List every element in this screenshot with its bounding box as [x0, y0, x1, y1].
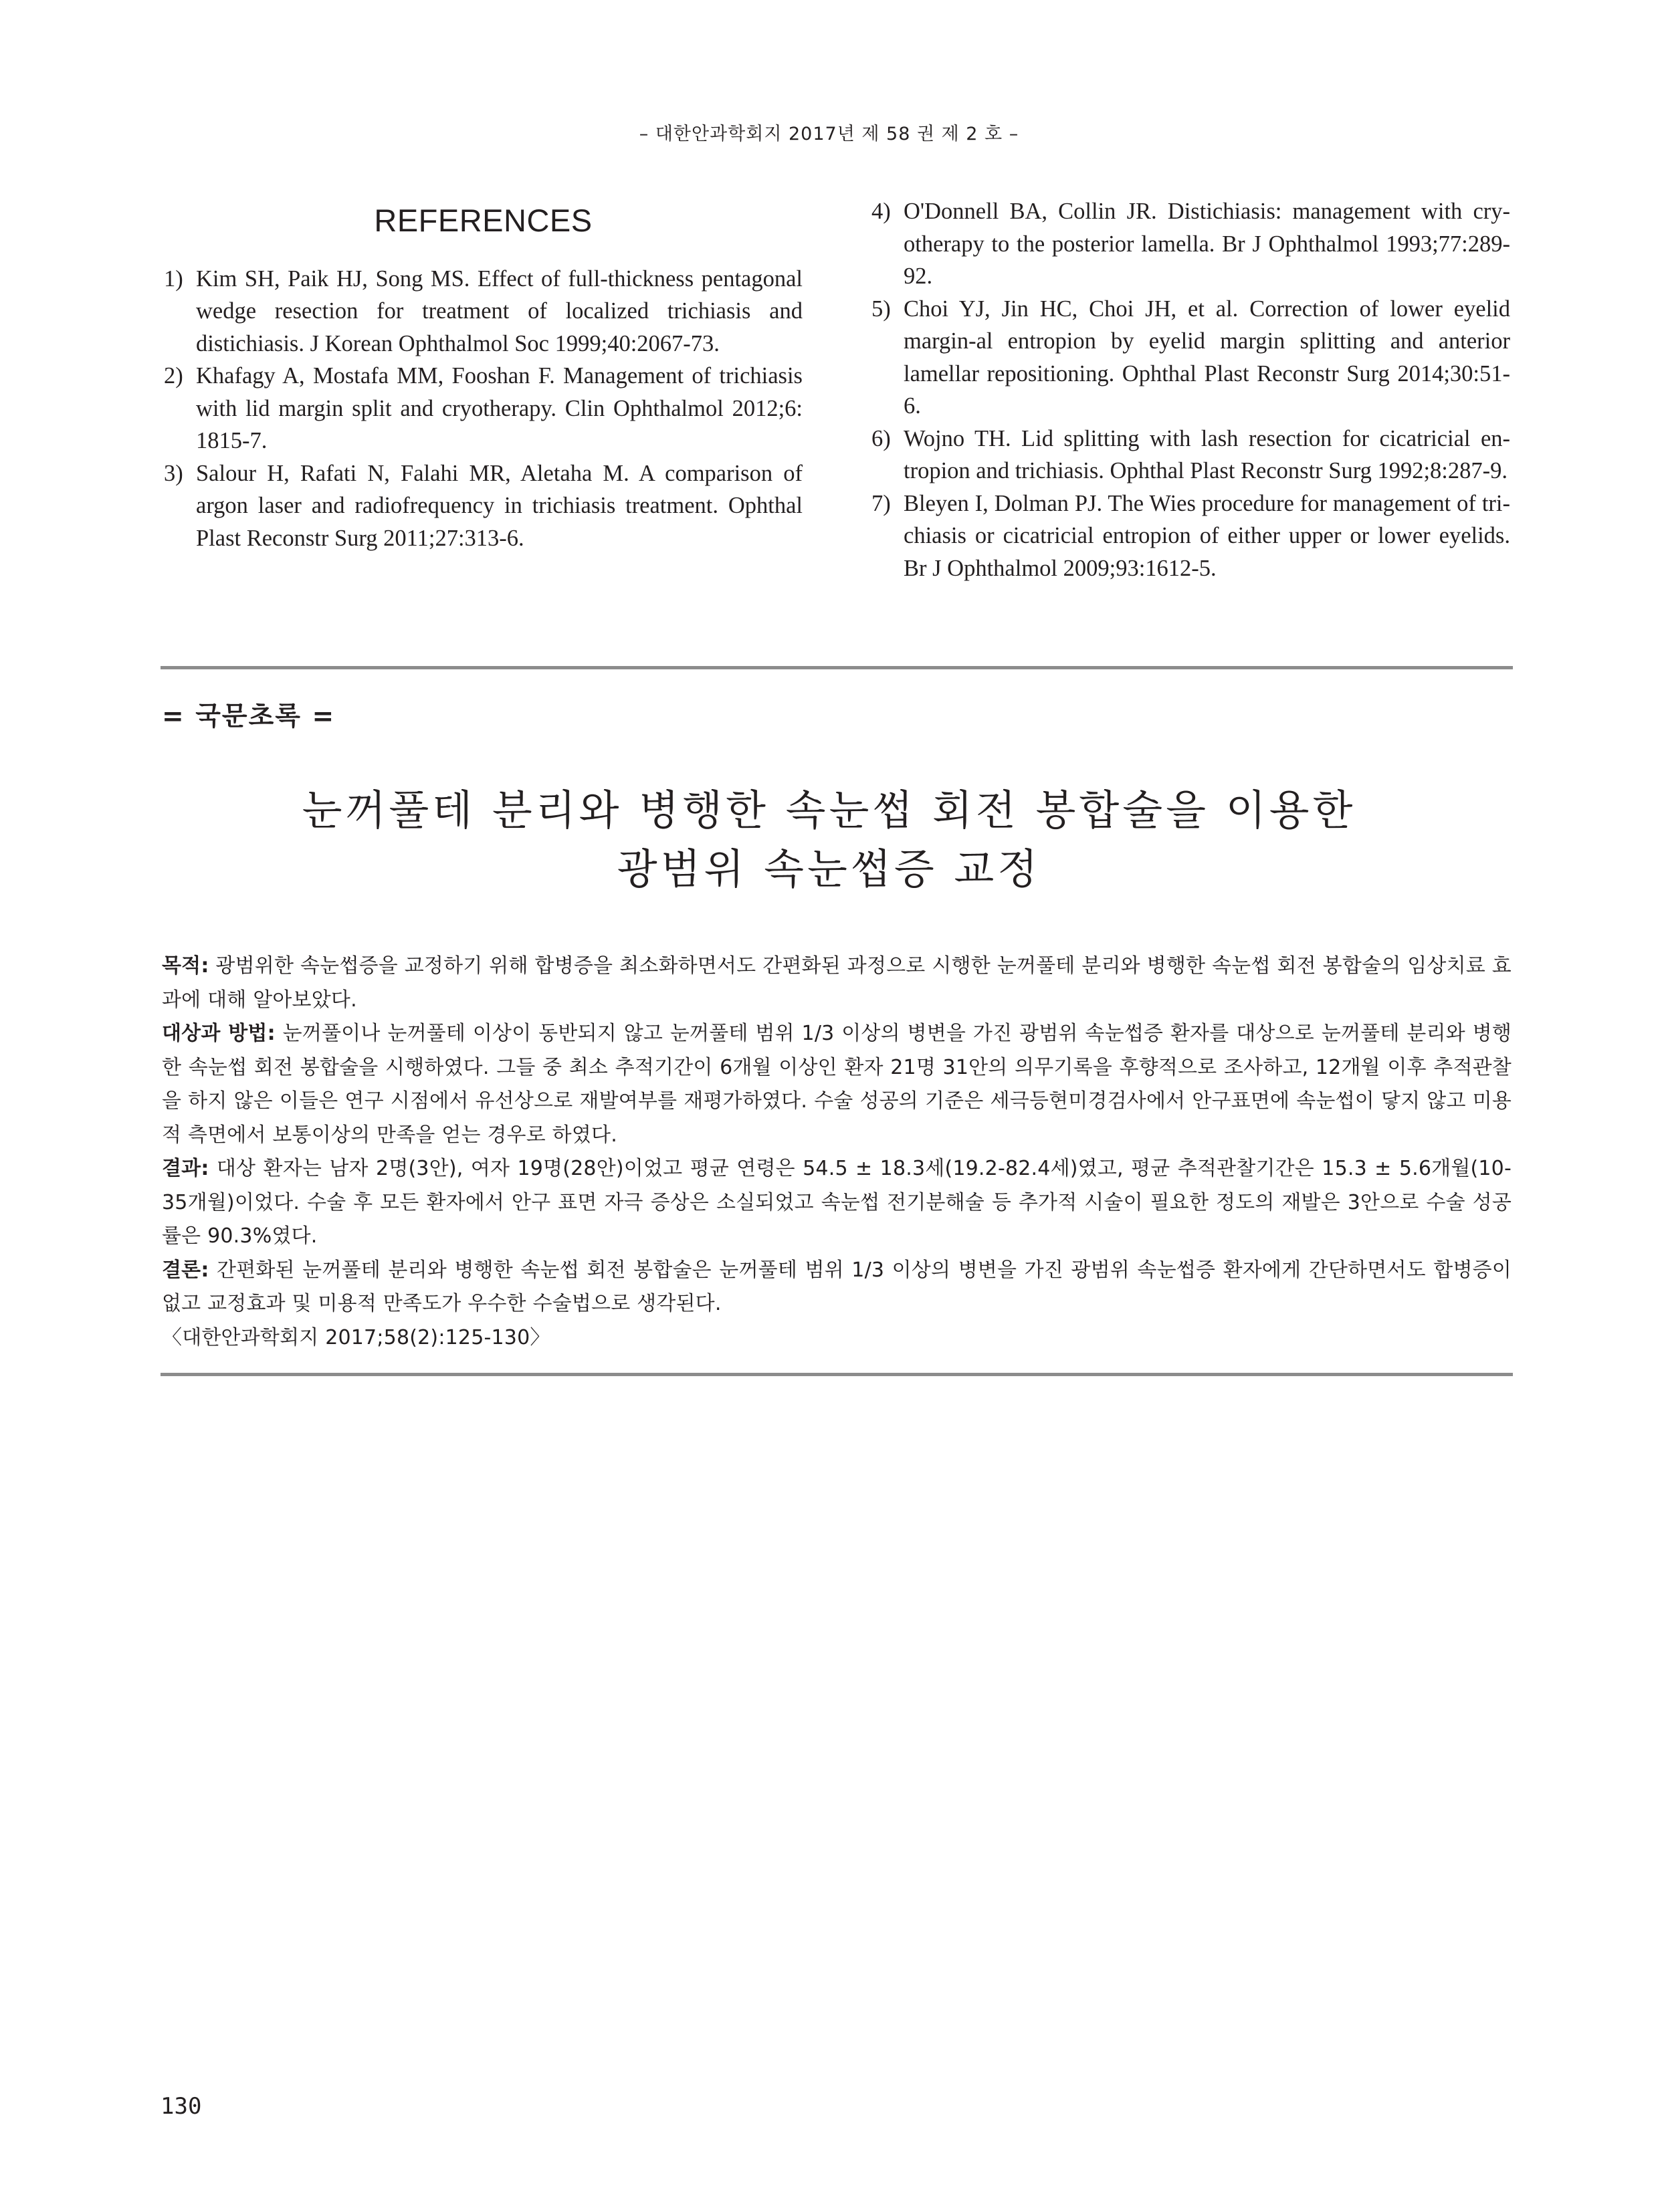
reference-text: Wojno TH. Lid splitting with lash resection for cicatricial en-tropion and trichiasis. Ophthal Plast Reconstr Surg 1992;8:287-9. [904, 425, 1510, 483]
purpose-text: 광범위한 속눈썹증을 교정하기 위해 합병증을 최소화하면서도 간편화된 과정으로 시행한 눈꺼풀테 분리와 병행한 속눈썹 회전 봉합술의 임상치료 효과에 대해 알아보았다. [162, 954, 1512, 1012]
reference-item [871, 423, 1510, 487]
reference-item [164, 457, 803, 555]
reference-number: 6) [871, 425, 891, 451]
reference-number: 2) [164, 363, 183, 389]
abstract-citation: 〈대한안과학회지 2017;58(2):125-130〉 [162, 1325, 550, 1349]
abstract-methods [162, 1017, 1512, 1152]
results-text: 대상 환자는 남자 2명(3안), 여자 19명(28안)이었고 평균 연령은 54.5 ± 18.3세(19.2-82.4세)였고, 평균 추적관찰기간은 15.3 ± 5.6개월(10-35개월)이었다. 수술 후 모든 환자에서 안구 표면 자극 증상은 소실되었고 속눈썹 전기분해술 등 추가적 시술이 필요한 정도의 재발은 3안으로 수술 성공률은 90.3%였다. [162, 1157, 1512, 1248]
title-line-2: 광범위 속눈썹증 교정 [617, 845, 1041, 893]
reference-number: 1) [164, 265, 183, 292]
reference-number: 3) [164, 460, 183, 486]
reference-text: Choi YJ, Jin HC, Choi JH, et al. Correction of lower eyelid margin-al entropion by eyelid margin splitting and anterior lamellar repositioning. Ophthal Plast Reconstr Surg 2014;30:51-6. [904, 296, 1510, 419]
korean-abstract-title [0, 781, 1658, 899]
reference-item [164, 263, 803, 360]
conclusion-text: 간편화된 눈꺼풀테 분리와 병행한 속눈썹 회전 봉합술은 눈꺼풀테 범위 1/3 이상의 병변을 가진 광범위 속눈썹증 환자에게 간단하면서도 합병증이 없고 교정효과 및 미용적 만족도가 우수한 수술법으로 생각된다. [162, 1258, 1512, 1315]
conclusion-label: 결론: [162, 1258, 209, 1282]
reference-item [871, 293, 1510, 423]
abstract-results [162, 1152, 1512, 1254]
references-right-column [871, 195, 1510, 584]
reference-text: O'Donnell BA, Collin JR. Distichiasis: management with cry-otherapy to the posterior lamella. Br J Ophthalmol 1993;77:289- 92. [904, 199, 1510, 289]
running-header: – 대한안과학회지 2017년 제 58 권 제 2 호 – [639, 124, 1019, 144]
reference-number: 4) [871, 199, 891, 224]
results-label: 결과: [162, 1157, 209, 1180]
abstract-purpose [162, 950, 1512, 1017]
abstract-conclusion [162, 1254, 1512, 1321]
reference-text: Khafagy A, Mostafa MM, Fooshan F. Management of trichiasis with lid margin split and cryotherapy. Clin Ophthalmol 2012;6: 1815-7. [196, 363, 803, 453]
reference-text: Salour H, Rafati N, Falahi MR, Aletaha M. A comparison of argon laser and radiofrequency in trichiasis treatment. Ophthal Plast Reconstr Surg 2011;27:313-6. [196, 460, 803, 551]
reference-item [871, 487, 1510, 585]
section-divider-bottom [161, 1373, 1513, 1376]
reference-item [164, 360, 803, 457]
references-left-column [164, 194, 803, 554]
references-title: REFERENCES [374, 203, 593, 238]
abstract-section-label: = 국문초록 = [162, 701, 336, 732]
reference-item [871, 195, 1510, 293]
methods-text: 눈꺼풀이나 눈꺼풀테 이상이 동반되지 않고 눈꺼풀테 범위 1/3 이상의 병변을 가진 광범위 속눈썹증 환자를 대상으로 눈꺼풀테 분리와 병행한 속눈썹 회전 봉합술을 시행하였다. 그들 중 최소 추적기간이 6개월 이상인 환자 21명 31안의 의무기록을 후향적으로 조사하고, 12개월 이후 추적관찰을 하지 않은 이들은 연구 시점에서 유선상으로 재발여부를 재평가하였다. 수술 성공의 기준은 세극등현미경검사에서 안구표면에 속눈썹이 닿지 않고 미용적 측면에서 보통이상의 만족을 얻는 경우로 하였다. [162, 1022, 1512, 1147]
reference-number: 7) [871, 490, 891, 516]
purpose-label: 목적: [162, 954, 209, 978]
reference-text: Kim SH, Paik HJ, Song MS. Effect of full-thickness pentagonal wedge resection for treatment of localized trichiasis and distichiasis. J Korean Ophthalmol Soc 1999;40:2067-73. [196, 265, 803, 356]
methods-label: 대상과 방법: [162, 1022, 276, 1045]
reference-number: 5) [871, 296, 891, 322]
reference-text: Bleyen I, Dolman PJ. The Wies procedure for management of tri-chiasis or cicatricial entropion of either upper or lower eyelids. Br J Ophthalmol 2009;93:1612-5. [904, 490, 1510, 581]
abstract-body [162, 950, 1512, 1355]
title-line-1: 눈꺼풀테 분리와 병행한 속눈썹 회전 봉합술을 이용한 [302, 786, 1356, 835]
section-divider-top [161, 666, 1513, 669]
page-number: 130 [161, 2093, 202, 2120]
